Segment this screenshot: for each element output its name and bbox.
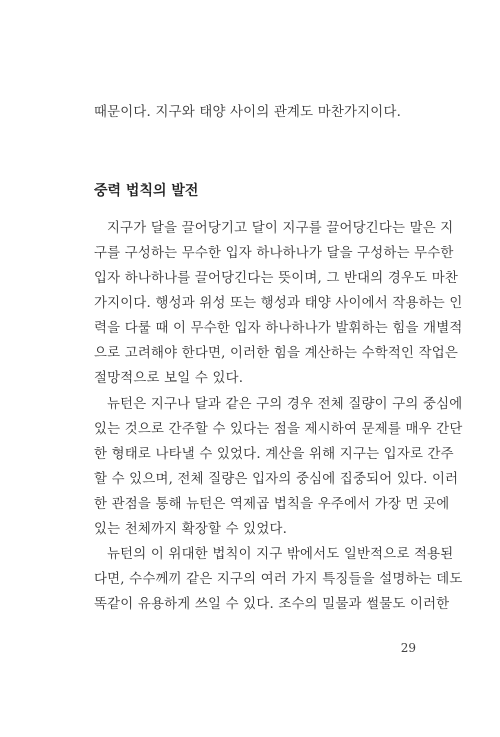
paragraph-line: 으로 고려해야 한다면, 이러한 힘을 계산하는 수학적인 작업은 — [94, 346, 459, 361]
intro-line: 때문이다. 지구와 태양 사이의 관계도 마찬가지이다. — [94, 105, 402, 120]
paragraph-line: 지구가 달을 끌어당기고 달이 지구를 끌어당긴다는 말은 지 — [107, 221, 454, 236]
paragraph-line: 가지이다. 행성과 위성 또는 행성과 태양 사이에서 작용하는 인 — [94, 296, 463, 311]
paragraph-line: 입자 하나하나를 끌어당긴다는 뜻이며, 그 반대의 경우도 마찬 — [94, 271, 459, 286]
paragraph-line: 력을 다룰 때 이 무수한 입자 하나하나가 발휘하는 힘을 개별적 — [94, 321, 463, 336]
paragraph-line: 절망적으로 보일 수 있다. — [94, 371, 244, 386]
paragraph-line: 구를 구성하는 무수한 입자 하나하나가 달을 구성하는 무수한 — [94, 246, 454, 261]
paragraph-line: 다면, 수수께끼 같은 지구의 여러 가지 특징들을 설명하는 데도 — [94, 572, 463, 587]
paragraph-line: 한 형태로 나타낼 수 있었다. 계산을 위해 지구는 입자로 간주 — [94, 447, 454, 462]
paragraph-line: 똑같이 유용하게 쓰일 수 있다. 조수의 밀물과 썰물도 이러한 — [94, 597, 450, 612]
section-heading: 중력 법칙의 발전 — [94, 183, 199, 199]
paragraph-line: 뉴턴은 지구나 달과 같은 구의 경우 전체 질량이 구의 중심에 — [107, 397, 463, 412]
paragraph-line: 할 수 있으며, 전체 질량은 입자의 중심에 집중되어 있다. 이러 — [94, 472, 459, 487]
paragraph-line: 뉴턴의 이 위대한 법칙이 지구 밖에서도 일반적으로 적용된 — [107, 547, 454, 562]
paragraph-line: 있는 천체까지 확장할 수 있었다. — [94, 522, 288, 537]
paragraph-line: 한 관점을 통해 뉴턴은 역제곱 법칙을 우주에서 가장 먼 곳에 — [94, 497, 450, 512]
paragraph-line: 있는 것으로 간주할 수 있다는 점을 제시하여 문제를 매우 간단 — [94, 422, 463, 437]
page-number: 29 — [400, 641, 416, 655]
